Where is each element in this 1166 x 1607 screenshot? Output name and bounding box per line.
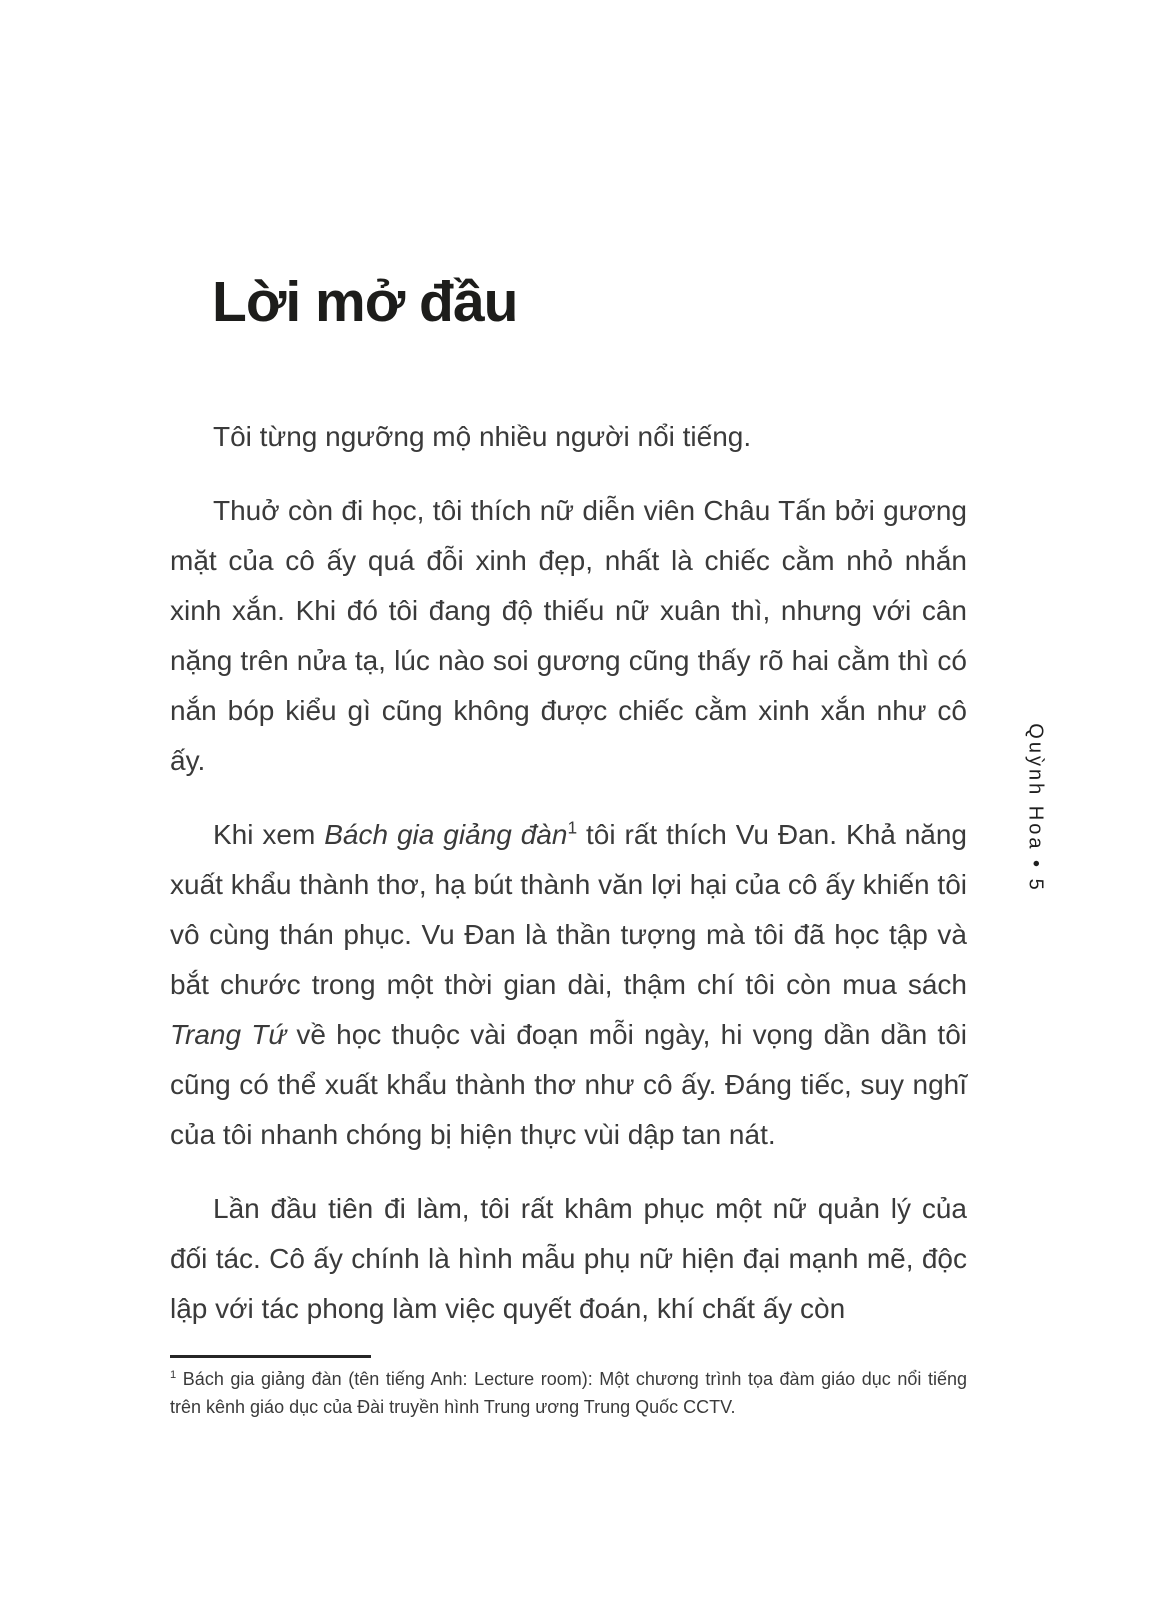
body-paragraph	[170, 1184, 967, 1334]
text-run: tôi rất thích Vu Đan. Khả năng xuất khẩu thành thơ, hạ bút thành văn lợi hại của cô ấy khiến tôi vô cùng thán phục. Vu Đan là thần tượng mà tôi đã học tập và bắt chước trong một thời gian dài, thậm chí tôi còn mua sách	[170, 819, 968, 1000]
body-paragraph	[170, 412, 967, 462]
text-run: Khi xem	[213, 819, 325, 850]
text-run: Bách gia giảng đàn (tên tiếng Anh: Lecture room): Một chương trình tọa đàm giáo dục nổi tiếng trên kênh giáo dục của Đài truyền hình Trung ương Trung Quốc CCTV.	[170, 1369, 967, 1417]
body-text-column	[170, 412, 967, 1334]
footnote-marker: 1	[170, 1369, 177, 1381]
body-paragraph	[170, 486, 967, 786]
text-run: Thuở còn đi học, tôi thích nữ diễn viên Châu Tấn bởi gương mặt của cô ấy quá đỗi xinh đẹp, nhất là chiếc cằm nhỏ nhắn xinh xắn. Khi đó tôi đang độ thiếu nữ xuân thì, nhưng với cân nặng trên nửa tạ, lúc nào soi gương cũng thấy rõ hai cằm thì có nắn bóp kiểu gì cũng không được chiếc cằm xinh xắn như cô ấy.	[170, 495, 967, 776]
footnote	[170, 1355, 967, 1421]
work-title: Bách gia giảng đàn	[324, 819, 568, 850]
body-paragraph	[170, 810, 967, 1160]
text-run: Tôi từng ngưỡng mộ nhiều người nổi tiếng.	[213, 421, 752, 452]
work-title: Trang Tứ	[170, 1019, 287, 1050]
page-title: Lời mở đầu	[212, 270, 518, 335]
text-run: về học thuộc vài đoạn mỗi ngày, hi vọng dần dần tôi cũng có thể xuất khẩu thành thơ như cô ấy. Đáng tiếc, suy nghĩ của tôi nhanh chóng bị hiện thực vùi dập tan nát.	[170, 1019, 968, 1150]
footnote-marker: 1	[567, 817, 578, 838]
footnote-divider	[170, 1355, 371, 1358]
footnote-text	[170, 1365, 967, 1421]
sidebar-vertical-label: Quỳnh Hoa • 5	[1024, 723, 1047, 893]
text-run: Lần đầu tiên đi làm, tôi rất khâm phục một nữ quản lý của đối tác. Cô ấy chính là hình mẫu phụ nữ hiện đại mạnh mẽ, độc lập với tác phong làm việc quyết đoán, khí chất ấy còn	[170, 1193, 967, 1324]
